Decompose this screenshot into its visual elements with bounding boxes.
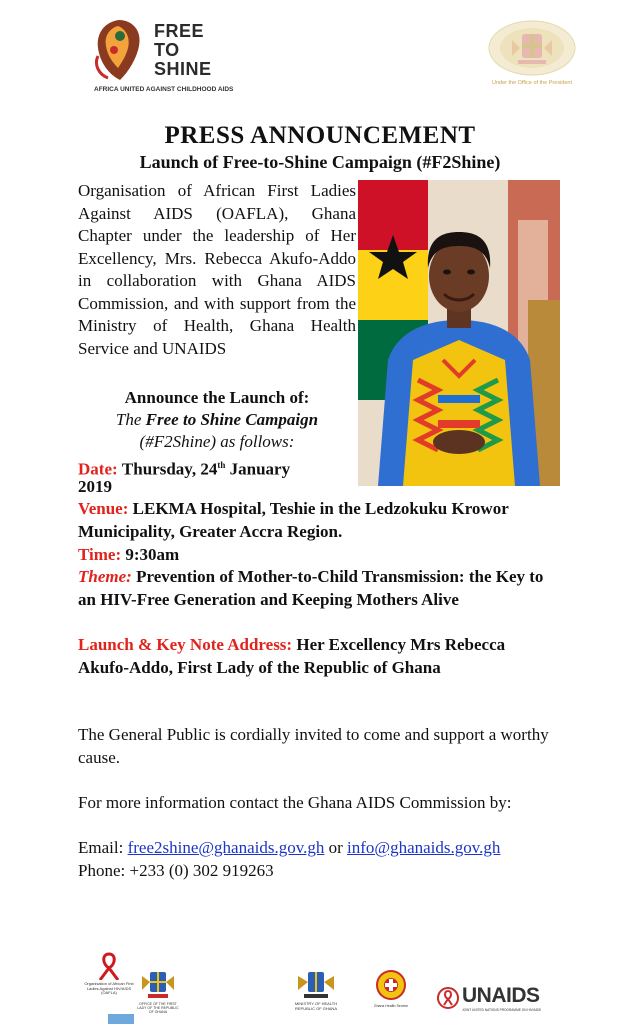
un-emblem-partial (108, 1014, 134, 1024)
date-year: 2019 (78, 477, 112, 496)
ghana-health-service-logo (374, 970, 408, 1014)
date-value: Thursday, 24 (121, 459, 218, 479)
ghs-text: Ghana Health Service (373, 1004, 409, 1008)
venue-label: Venue: (78, 499, 129, 518)
first-lady-office-text: OFFICE OF THE FIRST LADY OF THE REPUBLIC OF GHANA (137, 1002, 179, 1014)
email-link-info[interactable]: info@ghanaids.gov.gh (347, 838, 501, 857)
contact-intro: For more information contact the Ghana AIDS Commission by: (78, 793, 512, 812)
page-subtitle: Launch of Free-to-Shine Campaign (#F2Shine) (139, 152, 501, 172)
keynote-value: Her Excellency Mrs Rebecca Akufo-Addo, First Lady of the Republic of Ghana (78, 635, 506, 677)
date-label: Date: (78, 459, 118, 479)
time-label: Time: (78, 545, 122, 564)
date-suffix: th (217, 460, 226, 470)
oafla-text: Organisation of African First Ladies Against HIV/AIDS (OAFLA) (84, 981, 134, 995)
free-to-shine-logo (88, 12, 238, 98)
ministry-of-health-logo (290, 968, 342, 1014)
red-ribbon-icon (80, 950, 138, 980)
unaids-wordmark: UNAIDS (462, 984, 540, 1007)
unaids-globe-icon (436, 986, 460, 1010)
time-line (78, 544, 179, 567)
announce-heading: Announce the Launch of: (124, 388, 310, 407)
phone-label: Phone: (78, 861, 130, 880)
portrait-image (358, 180, 560, 486)
phone-line (78, 861, 274, 881)
first-lady-portrait (358, 180, 560, 486)
email-link-free2shine[interactable]: free2shine@ghanaids.gov.gh (127, 838, 325, 857)
office-caption: Under the Office of the President (492, 80, 572, 86)
invite-paragraph: The General Public is cordially invited to come and support a worthy cause. (78, 725, 549, 767)
theme-line (78, 566, 558, 611)
moh-text: MINISTRY OF HEALTH REPUBLIC OF GHANA (294, 1001, 338, 1011)
page-title: PRESS ANNOUNCEMENT (164, 122, 476, 149)
unaids-logo (436, 982, 552, 1016)
date-line (78, 454, 358, 481)
oafla-logo (80, 950, 138, 1010)
email-line (78, 838, 578, 858)
date-month: January (225, 459, 291, 479)
theme-value: Prevention of Mother-to-Child Transmission: the Key to an HIV-Free Generation and Keeping Mothers Alive (78, 567, 544, 609)
africa-mother-child-icon (92, 16, 146, 84)
keynote-line (78, 634, 548, 679)
email-or: or (324, 838, 348, 857)
ghs-emblem-icon (374, 970, 408, 1002)
moh-coat-of-arms-icon (290, 968, 342, 1000)
announce-the: The (115, 410, 146, 429)
f2s-wordmark: FREE TO SHINE (154, 21, 212, 79)
phone-number: +233 (0) 302 919263 (129, 861, 274, 880)
venue-line (78, 498, 548, 543)
announce-hashtag: (#F2Shine) as follows: (139, 432, 295, 451)
time-value: 9:30am (125, 545, 180, 564)
first-lady-office-logo (137, 968, 179, 1014)
f2s-tagline: AFRICA UNITED AGAINST CHILDHOOD AIDS (94, 86, 234, 93)
email-label: Email: (78, 838, 128, 857)
announce-campaign-name (78, 410, 356, 430)
theme-label: Theme: (78, 567, 132, 586)
keynote-label: Launch & Key Note Address: (78, 635, 293, 654)
coat-of-arms-icon (140, 968, 176, 1000)
unaids-subtitle: JOINT UNITED NATIONS PROGRAMME ON HIV/AIDS (462, 1008, 542, 1012)
venue-value: LEKMA Hospital, Teshie in the Ledzokuku Krowor Municipality, Greater Accra Region. (78, 499, 509, 541)
intro-paragraph: Organisation of African First Ladies Against AIDS (OAFLA), Ghana Chapter under the leadership of Her Excellency, Mrs. Rebecca Akufo-Addo in collaboration with Ghana AIDS Commission, and with support from the Ministry of Health, Ghana Health Service and UNAIDS (78, 181, 356, 358)
ghana-coat-of-arms-icon (488, 20, 576, 76)
campaign-name: Free to Shine Campaign (145, 410, 319, 429)
office-of-president-logo (484, 20, 580, 90)
